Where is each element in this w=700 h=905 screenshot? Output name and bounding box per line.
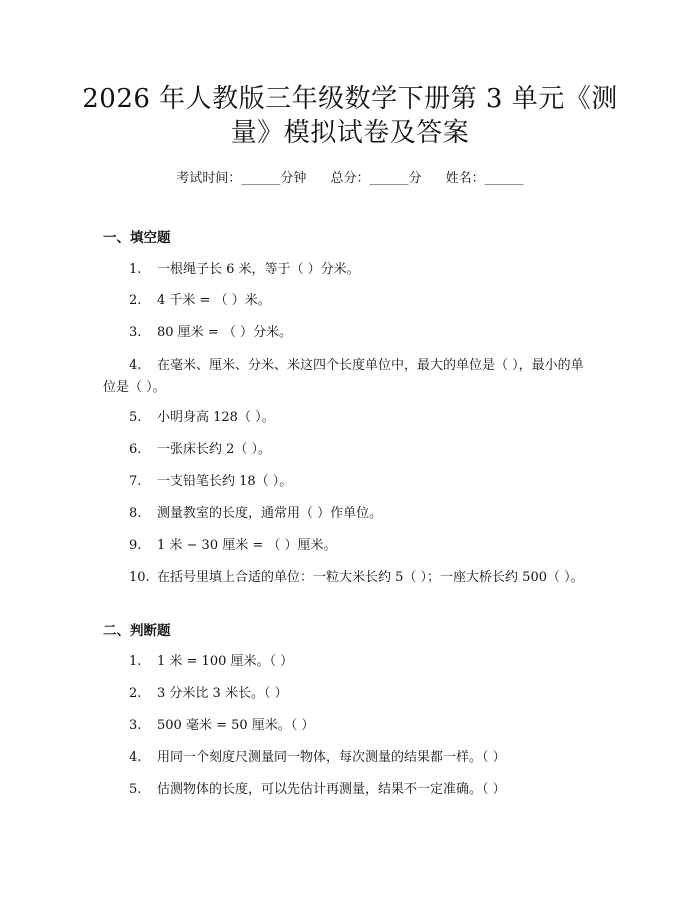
question-text: 1 米 − 30 厘米 = （ ）厘米。	[157, 538, 337, 553]
question-number: 5.	[129, 782, 142, 797]
exam-time: 考试时间：______分钟	[176, 171, 307, 186]
section-heading-true-false: 二、判断题	[103, 623, 171, 639]
question-text: 4 千米 = （ ）米。	[157, 293, 271, 308]
question-text: 80 厘米 = （ ）分米。	[157, 325, 292, 340]
question-text: 小明身高 128（ ）。	[157, 410, 275, 425]
question-item	[103, 503, 593, 525]
page-title	[60, 82, 640, 150]
question-item	[103, 683, 593, 705]
question-number: 1.	[129, 262, 142, 277]
question-item	[103, 471, 593, 493]
question-text: 在括号里填上合适的单位：一粒大米长约 5（ ）；一座大桥长约 500（ ）。	[157, 570, 584, 585]
question-number: 5.	[129, 410, 142, 425]
question-number: 9.	[129, 538, 142, 553]
question-text: 估测物体的长度，可以先估计再测量，结果不一定准确。（ ）	[157, 782, 506, 797]
question-item	[103, 290, 593, 312]
question-number: 3.	[129, 718, 142, 733]
question-item	[103, 322, 593, 344]
question-item	[103, 779, 593, 801]
question-text: 3 分米比 3 米长。（ ）	[157, 686, 288, 701]
question-text: 测量教室的长度，通常用（ ）作单位。	[157, 506, 383, 521]
question-number: 3.	[129, 325, 142, 340]
question-text: 1 米 = 100 厘米。（ ）	[157, 654, 294, 669]
exam-meta	[0, 170, 700, 188]
question-number: 7.	[129, 474, 142, 489]
question-number: 4.	[129, 750, 142, 765]
question-item	[103, 535, 593, 557]
question-text: 一张床长约 2（ ）。	[157, 442, 272, 457]
section-heading-fill-in: 一、填空题	[103, 230, 171, 246]
exam-name: 姓名：______	[445, 171, 524, 186]
question-item	[103, 747, 593, 769]
question-number: 4.	[129, 358, 142, 373]
question-text: 500 毫米 = 50 厘米。（ ）	[157, 718, 315, 733]
question-item	[103, 259, 593, 281]
question-number: 8.	[129, 506, 142, 521]
question-text: 一根绳子长 6 米，等于（ ）分米。	[157, 262, 360, 277]
question-number: 2.	[129, 686, 142, 701]
question-item	[103, 567, 593, 589]
exam-score: 总分：______分	[330, 171, 422, 186]
title-line-1: 2026 年人教版三年级数学下册第 3 单元《测	[82, 84, 618, 114]
question-number: 2.	[129, 293, 142, 308]
question-number: 10.	[129, 570, 150, 585]
question-item	[103, 715, 593, 737]
question-text: 一支铅笔长约 18（ ）。	[157, 474, 293, 489]
question-item	[103, 407, 593, 429]
question-item	[103, 439, 593, 461]
question-text: 在毫米、厘米、分米、米这四个长度单位中，最大的单位是（ ），最小的单位是（ ）。	[103, 358, 584, 395]
title-line-2: 量》模拟试卷及答案	[230, 118, 470, 148]
question-item	[103, 355, 593, 399]
question-number: 1.	[129, 654, 142, 669]
question-number: 6.	[129, 442, 142, 457]
question-item	[103, 651, 593, 673]
question-text: 用同一个刻度尺测量同一物体，每次测量的结果都一样。（ ）	[157, 750, 506, 765]
